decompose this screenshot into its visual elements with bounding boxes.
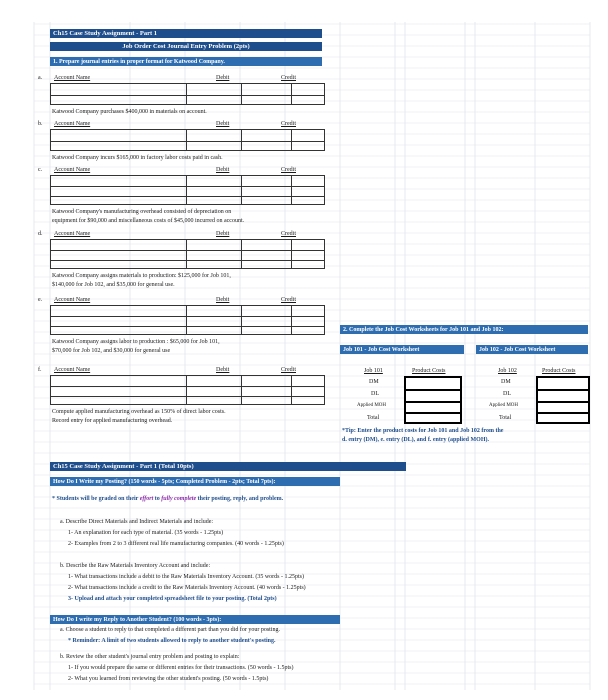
worksheet-tip-line2: d. entry (DM), e. entry (DL), and f. entry (applied MOH). [342,437,489,443]
posting-a1-text: 1- An explanation for each type of material. (35 words - 1.25pts) [68,530,224,536]
reply-heading: How Do I write my Reply to Another Student? (100 words - 3pts): [50,615,340,624]
entry-letter: b. [38,121,43,127]
debit-header: Debit [216,297,230,303]
worksheet-tip-line1: *Tip: Enter the product costs for Job 101 and Job 102 from the [342,428,504,434]
entry-row-divider [51,260,324,261]
debit-header: Debit [216,167,230,173]
entry-row-divider [51,95,324,96]
entry-column-divider [291,130,292,150]
debit-header: Debit [216,231,230,237]
job101-total-label: Total [367,415,380,421]
part2-title: Ch15 Case Study Assignment - Part 1 (Total 10pts) [50,462,406,471]
credit-header: Credit [281,167,296,173]
job102-dm-label: DM [501,379,511,385]
posting-b2-text: 2- What transactions include a credit to the Raw Materials Inventory Account. (40 words - 1.25pts) [68,585,306,591]
entry-row-divider [51,326,324,327]
job101-worksheet-title: Job 101 - Job Cost Worksheet [340,345,464,354]
credit-header: Credit [281,121,296,127]
job102-total-label: Total [499,415,512,421]
grading-note-to: to [153,496,162,502]
instruction-bar: 1. Prepare journal entries in proper format for Katwood Company. [50,57,322,66]
entry-column-divider [291,176,292,204]
debit-header: Debit [216,75,230,81]
entry-row-divider [51,196,324,197]
entry-column-divider [241,176,242,204]
entry-column-divider [291,376,292,404]
entry-column-divider [241,84,242,104]
grading-note [52,496,283,502]
journal-entry-input-box[interactable] [50,305,325,335]
credit-header: Credit [281,367,296,373]
entry-row-divider [51,141,324,142]
entry-row-divider [51,316,324,317]
reply-b2-text: 2- What you learned from reviewing the other student's posting. (50 words - 1.5pts) [68,676,269,682]
journal-entry-input-box[interactable] [50,83,325,105]
entry-row-divider [51,396,324,397]
transaction-description: Katwood Company incurs $165,000 in factory labor costs paid in cash. [52,155,223,161]
job101-cost-input-box[interactable] [404,376,462,424]
worksheet-heading: 2. Complete the Job Cost Worksheets for Job 101 and Job 102: [340,325,588,334]
posting-b-text: b. Describe the Raw Materials Inventory Account and include: [60,563,211,569]
posting-heading: How Do I Write my Posting? (150 words - 5pts; Completed Problem - 2pts; Total 7pts): [50,477,340,486]
entry-column-divider [186,376,187,404]
entry-column-divider [186,176,187,204]
entry-row-divider [51,250,324,251]
account-name-header: Account Name [54,231,91,237]
entry-letter: a. [38,75,43,81]
transaction-description-cont: $70,000 for Job 102, and $30,000 for general use [52,348,171,354]
account-name-header: Account Name [54,75,91,81]
assignment-title: Ch15 Case Study Assignment - Part 1 [50,29,322,38]
entry-column-divider [241,130,242,150]
reply-b1-text: 1- If you would prepare the same or different entries for their transactions. (50 words - 1.5pts) [68,665,294,671]
transaction-description-cont: Record entry for applied manufacturing overhead. [52,418,173,424]
credit-header: Credit [281,297,296,303]
entry-column-divider [186,130,187,150]
grading-note-suffix: their posting, reply, and problem. [196,496,284,502]
transaction-description: Katwood Company assigns materials to production: $125,000 for Job 101, [52,273,231,279]
grading-note-fully: fully complete [161,496,197,502]
account-name-header: Account Name [54,297,91,303]
journal-entry-input-box[interactable] [50,129,325,151]
job101-product-costs-header: Product Costs [412,368,446,374]
entry-column-divider [291,240,292,268]
job101-moh-label: Applied MOH [357,403,387,408]
reply-reminder: * Reminder: A limit of two students allowed to reply to another student's posting. [68,638,276,644]
job102-product-costs-header: Product Costs [542,368,576,374]
entry-letter: e. [38,297,43,303]
posting-a2-text: 2- Examples from 2 to 3 different real life manufacturing companies. (40 words - 1.25pts) [68,541,284,547]
job102-cost-input-box[interactable] [536,376,590,424]
job102-worksheet-title: Job 102 - Job Cost Worksheet [476,345,588,354]
account-name-header: Account Name [54,167,91,173]
entry-row-divider [51,386,324,387]
entry-column-divider [186,240,187,268]
posting-b1-text: 1- What transactions include a debit to the Raw Materials Inventory Account. (35 words - 1.25pts) [68,574,304,580]
account-name-header: Account Name [54,121,91,127]
entry-letter: f. [38,367,42,373]
job102-moh-label: Applied MOH [489,403,519,408]
job102-label: Job 102 [498,368,517,374]
transaction-description-cont: $140,000 for Job 102, and $35,000 for general use. [52,282,175,288]
transaction-description: Katwood Company's manufacturing overhead consisted of depreciation on [52,209,232,215]
debit-header: Debit [216,367,230,373]
entry-row-divider [51,186,324,187]
account-name-header: Account Name [54,367,91,373]
journal-entry-input-box[interactable] [50,175,325,205]
job102-dl-label: DL [503,391,511,397]
problem-subtitle: Job Order Cost Journal Entry Problem (2pts) [50,42,322,51]
posting-b3-text: 3- Upload and attach your completed spreadsheet file to your posting. (Total 2pts) [68,596,277,602]
job101-dl-label: DL [371,391,379,397]
journal-entry-input-box[interactable] [50,239,325,269]
entry-column-divider [241,306,242,334]
entry-column-divider [291,306,292,334]
journal-entry-input-box[interactable] [50,375,325,405]
entry-letter: c. [38,167,43,173]
entry-column-divider [291,84,292,104]
posting-a-text: a. Describe Direct Materials and Indirect Materials and include: [60,519,214,525]
job101-dm-label: DM [369,379,379,385]
entry-column-divider [241,376,242,404]
entry-column-divider [241,240,242,268]
grading-note-effort: effort [139,496,154,502]
entry-column-divider [186,306,187,334]
entry-column-divider [186,84,187,104]
credit-header: Credit [281,231,296,237]
job101-label: Job 101 [364,368,383,374]
grading-note-prefix: * Students will be graded on their [52,496,140,502]
reply-a-text: a. Choose a student to reply to that completed a different part than you did for your posting. [60,627,281,633]
transaction-description-cont: equipment for $90,000 and miscellaneous costs of $45,000 incurred on account. [52,218,245,224]
transaction-description: Katwood Company assigns labor to production : $65,000 for Job 101, [52,339,220,345]
credit-header: Credit [281,75,296,81]
transaction-description: Katwood Company purchases $400,000 in materials on account. [52,109,207,115]
entry-letter: d. [38,231,43,237]
transaction-description: Compute applied manufacturing overhead as 150% of direct labor costs. [52,409,226,415]
reply-b-text: b. Review the other student's journal entry problem and posting to explain: [60,654,240,660]
debit-header: Debit [216,121,230,127]
